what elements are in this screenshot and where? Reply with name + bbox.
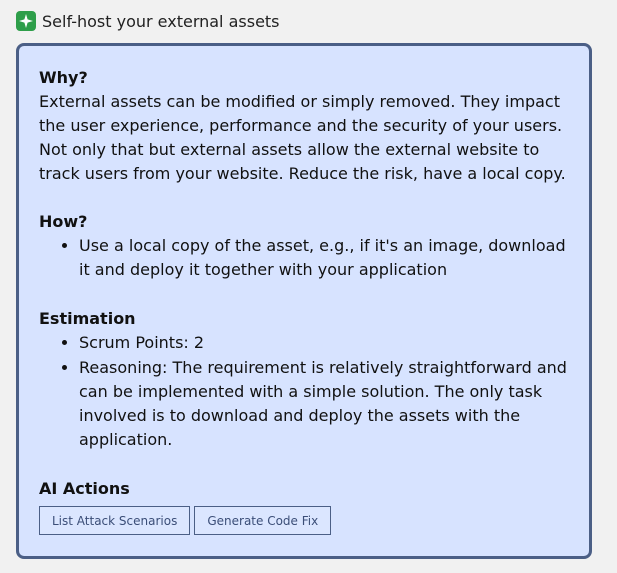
sparkle-icon [16, 11, 36, 31]
generate-code-fix-button[interactable]: Generate Code Fix [194, 506, 331, 535]
reasoning-item: • Reasoning: The requirement is relatively straightforward and can be implemented with a simple solution. The only task involved is to download and deploy the assets with the application. [79, 356, 571, 452]
how-item: • Use a local copy of the asset, e.g., if it's an image, download it and deploy it together with your application [79, 234, 571, 282]
ai-actions-heading: AI Actions [39, 479, 130, 498]
scrum-points-item: • Scrum Points: 2 [79, 331, 571, 355]
how-heading: How? [39, 212, 88, 231]
page-title: Self-host your external assets [42, 11, 280, 31]
estimation-list [39, 331, 571, 452]
page-header [16, 10, 280, 32]
why-text: External assets can be modified or simply removed. They impact the user experience, performance and the security of your users. Not only that but external assets allow the external website to track users from your website. Reduce the risk, have a local copy. [39, 92, 566, 183]
list-attack-scenarios-button[interactable]: List Attack Scenarios [39, 506, 190, 535]
how-list [39, 234, 571, 282]
estimation-heading: Estimation [39, 309, 136, 328]
recommendation-card [16, 43, 592, 559]
ai-actions-bar [39, 506, 331, 535]
why-heading: Why? [39, 68, 88, 87]
